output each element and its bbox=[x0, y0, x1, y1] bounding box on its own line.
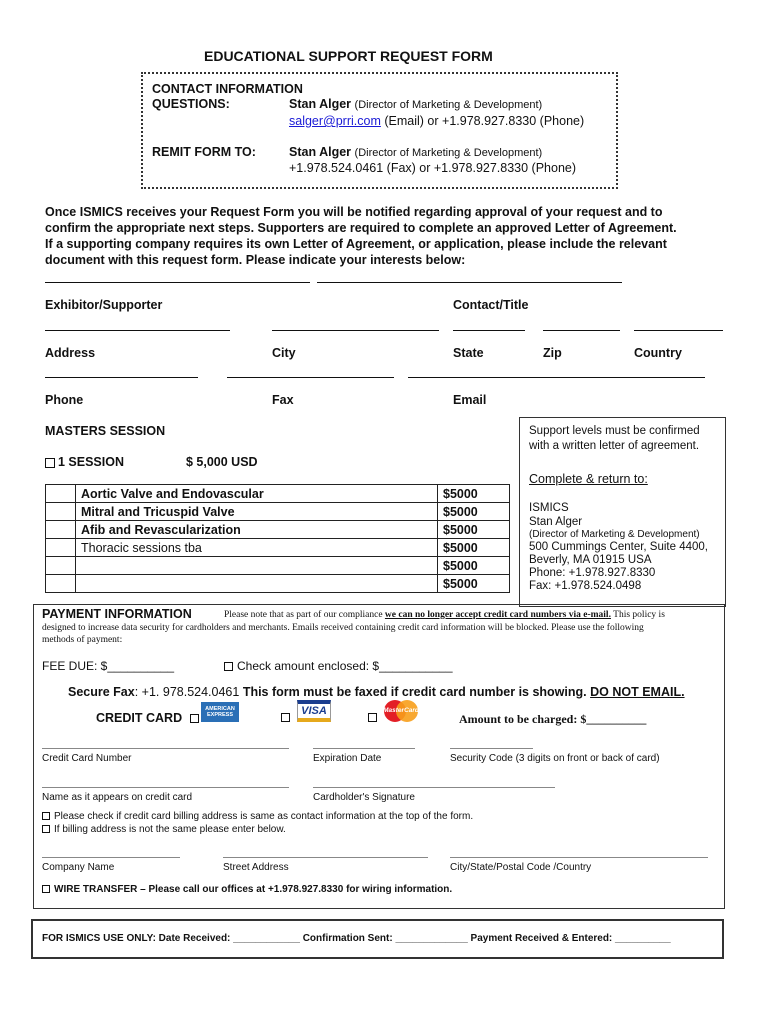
card-number-input[interactable] bbox=[42, 748, 289, 749]
phone-label: Phone bbox=[45, 393, 84, 407]
signature-input[interactable] bbox=[313, 787, 555, 788]
expiration-label: Expiration Date bbox=[313, 753, 382, 764]
remit-label: REMIT FORM TO: bbox=[152, 145, 256, 159]
state-input[interactable] bbox=[453, 330, 525, 331]
visa-checkbox[interactable] bbox=[281, 713, 290, 722]
secure-fax-number: : +1. 978.524.0461 bbox=[134, 685, 240, 699]
confirmation-sent[interactable]: Confirmation Sent: _____________ bbox=[302, 933, 468, 944]
state-label: State bbox=[453, 346, 484, 360]
table-row bbox=[46, 575, 510, 593]
do-not-email: DO NOT EMAIL. bbox=[590, 685, 685, 699]
security-code-label: Security Code (3 digits on front or back of card) bbox=[450, 753, 660, 764]
city-label: City bbox=[272, 346, 296, 360]
session-name: Afib and Revascularization bbox=[76, 521, 438, 539]
contact-heading: CONTACT INFORMATION bbox=[152, 82, 303, 96]
street-input[interactable] bbox=[223, 857, 428, 858]
intro-line-1: Once ISMICS receives your Request Form you will be notified regarding approval of your request and to bbox=[45, 205, 663, 219]
wire-transfer-option[interactable] bbox=[42, 884, 452, 895]
company-name-input[interactable] bbox=[42, 857, 180, 858]
questions-contact-line bbox=[289, 97, 542, 111]
table-row bbox=[46, 485, 510, 503]
phone-input[interactable] bbox=[45, 377, 198, 378]
zip-input[interactable] bbox=[543, 330, 620, 331]
mastercard-wordmark: MasterCard bbox=[383, 707, 419, 714]
questions-label: QUESTIONS: bbox=[152, 97, 230, 111]
country-label: Country bbox=[634, 346, 682, 360]
fee-due[interactable]: FEE DUE: $__________ bbox=[42, 659, 175, 673]
intro-line-4: document with this request form. Please indicate your interests below: bbox=[45, 253, 466, 267]
one-session-price: $ 5,000 USD bbox=[186, 455, 258, 469]
fax-label: Fax bbox=[272, 393, 294, 407]
exhibitor-input[interactable] bbox=[45, 282, 310, 283]
wire-transfer-label: WIRE TRANSFER – Please call our offices at +1.978.927.8330 for wiring information. bbox=[54, 884, 453, 895]
sidebox-org: ISMICS bbox=[529, 502, 569, 514]
name-on-card-label: Name as it appears on credit card bbox=[42, 792, 193, 803]
remit-role: (Director of Marketing & Development) bbox=[354, 147, 543, 159]
session-name: Mitral and Tricuspid Valve bbox=[76, 503, 438, 521]
session-check-cell[interactable] bbox=[46, 575, 76, 593]
one-session-option[interactable] bbox=[45, 455, 124, 469]
billing-diff-checkbox[interactable] bbox=[42, 825, 50, 833]
billing-diff-label: If billing address is not the same please enter below. bbox=[54, 824, 286, 835]
remit-name: Stan Alger bbox=[289, 145, 352, 159]
questions-phone: (Email) or +1.978.927.8330 (Phone) bbox=[384, 114, 585, 128]
check-label: Check amount enclosed: $___________ bbox=[237, 659, 453, 673]
fax-input[interactable] bbox=[227, 377, 394, 378]
amount-charged[interactable]: Amount to be charged: $__________ bbox=[459, 712, 647, 726]
payment-heading: PAYMENT INFORMATION bbox=[42, 607, 192, 621]
exhibitor-label: Exhibitor/Supporter bbox=[45, 298, 163, 312]
table-row bbox=[46, 557, 510, 575]
session-name: Thoracic sessions tba bbox=[76, 539, 438, 557]
contact-input[interactable] bbox=[317, 282, 622, 283]
visa-logo: VISA bbox=[297, 700, 331, 722]
intro-line-3: If a supporting company requires its own Letter of Agreement, or application, please include the relevant bbox=[45, 237, 667, 251]
sidebox-phone: Phone: +1.978.927.8330 bbox=[529, 567, 656, 579]
billing-same-label: Please check if credit card billing address is same as contact information at the top of the form. bbox=[54, 811, 474, 822]
session-name: Aortic Valve and Endovascular bbox=[76, 485, 438, 503]
secure-fax-label: Secure Fax bbox=[68, 685, 135, 699]
session-check-cell[interactable] bbox=[46, 485, 76, 503]
secure-fax-line bbox=[68, 685, 685, 699]
sidebox-fax: Fax: +1.978.524.0498 bbox=[529, 580, 642, 592]
sidebox-address1: 500 Cummings Center, Suite 4400, bbox=[529, 541, 708, 553]
secure-fax-warning: This form must be faxed if credit card number is showing. bbox=[242, 685, 587, 699]
questions-name: Stan Alger bbox=[289, 97, 352, 111]
credit-card-option[interactable] bbox=[96, 711, 203, 725]
check-option[interactable] bbox=[224, 659, 453, 673]
signature-label: Cardholder's Signature bbox=[313, 792, 415, 803]
one-session-checkbox[interactable] bbox=[45, 458, 55, 468]
sidebox-role: (Director of Marketing & Development) bbox=[529, 529, 700, 540]
credit-card-checkbox[interactable] bbox=[190, 714, 199, 723]
payment-received[interactable]: Payment Received & Entered: __________ bbox=[470, 933, 671, 944]
masters-heading: MASTERS SESSION bbox=[45, 424, 166, 438]
name-on-card-input[interactable] bbox=[42, 787, 289, 788]
email-input[interactable] bbox=[408, 377, 705, 378]
intro-line-2: confirm the appropriate next steps. Supporters are required to complete an approved Letter of Agreement. bbox=[45, 221, 677, 235]
city-state-input[interactable] bbox=[450, 857, 708, 858]
remit-contact-line2: +1.978.524.0461 (Fax) or +1.978.927.8330 (Phone) bbox=[289, 161, 577, 175]
table-row bbox=[46, 539, 510, 557]
zip-label: Zip bbox=[543, 346, 562, 360]
support-note-1: Support levels must be confirmed bbox=[529, 425, 700, 437]
address-input[interactable] bbox=[45, 330, 230, 331]
amex-logo: AMERICAN EXPRESS bbox=[201, 702, 239, 722]
questions-email-link[interactable]: salger@prri.com bbox=[289, 114, 381, 128]
credit-card-label: CREDIT CARD bbox=[96, 711, 183, 725]
session-name bbox=[76, 575, 438, 593]
session-price: $5000 bbox=[438, 539, 510, 557]
date-received[interactable]: FOR ISMICS USE ONLY: Date Received: ____________ bbox=[42, 933, 300, 944]
email-label: Email bbox=[453, 393, 487, 407]
billing-same-option[interactable] bbox=[42, 811, 473, 822]
sidebox-name: Stan Alger bbox=[529, 516, 583, 528]
questions-role: (Director of Marketing & Development) bbox=[354, 99, 543, 111]
company-name-label: Company Name bbox=[42, 862, 115, 873]
form-title: EDUCATIONAL SUPPORT REQUEST FORM bbox=[204, 48, 493, 64]
payment-note-underlined: we can no longer accept credit card numbers via e-mail. bbox=[384, 610, 611, 620]
payment-note-2: designed to increase data security for cardholders and merchants. Emails received containing credit card information will be blocked. Please use the following bbox=[42, 623, 644, 633]
table-row bbox=[46, 503, 510, 521]
session-price: $5000 bbox=[438, 575, 510, 593]
payment-note-post: This policy is bbox=[613, 610, 665, 620]
session-check-cell[interactable] bbox=[46, 503, 76, 521]
complete-return-label: Complete & return to: bbox=[529, 472, 648, 486]
session-name bbox=[76, 557, 438, 575]
check-checkbox[interactable] bbox=[224, 662, 233, 671]
card-number-label: Credit Card Number bbox=[42, 753, 132, 764]
support-note-2: with a written letter of agreement. bbox=[529, 440, 700, 452]
contact-label: Contact/Title bbox=[453, 298, 529, 312]
remit-contact-line bbox=[289, 145, 542, 159]
street-label: Street Address bbox=[223, 862, 289, 873]
session-price: $5000 bbox=[438, 503, 510, 521]
office-use-line bbox=[42, 933, 671, 944]
city-state-label: City/State/Postal Code /Country bbox=[450, 862, 592, 873]
security-code-input[interactable] bbox=[450, 748, 533, 749]
session-table bbox=[45, 484, 510, 593]
one-session-label: 1 SESSION bbox=[58, 455, 124, 469]
sidebox-address2: Beverly, MA 01915 USA bbox=[529, 554, 652, 566]
session-check-cell[interactable] bbox=[46, 539, 76, 557]
session-price: $5000 bbox=[438, 485, 510, 503]
session-price: $5000 bbox=[438, 521, 510, 539]
payment-note-3: methods of payment: bbox=[42, 635, 123, 645]
billing-diff-option[interactable] bbox=[42, 824, 286, 835]
expiration-input[interactable] bbox=[313, 748, 415, 749]
city-input[interactable] bbox=[272, 330, 439, 331]
mastercard-logo bbox=[382, 699, 420, 723]
session-check-cell[interactable] bbox=[46, 521, 76, 539]
billing-same-checkbox[interactable] bbox=[42, 812, 50, 820]
address-label: Address bbox=[45, 346, 96, 360]
payment-note-pre: Please note that as part of our compliance bbox=[224, 610, 383, 620]
table-row bbox=[46, 521, 510, 539]
session-check-cell[interactable] bbox=[46, 557, 76, 575]
session-price: $5000 bbox=[438, 557, 510, 575]
payment-note-1 bbox=[224, 610, 665, 620]
wire-transfer-checkbox[interactable] bbox=[42, 885, 50, 893]
mastercard-checkbox[interactable] bbox=[368, 713, 377, 722]
questions-contact-line2 bbox=[289, 114, 584, 128]
country-input[interactable] bbox=[634, 330, 723, 331]
